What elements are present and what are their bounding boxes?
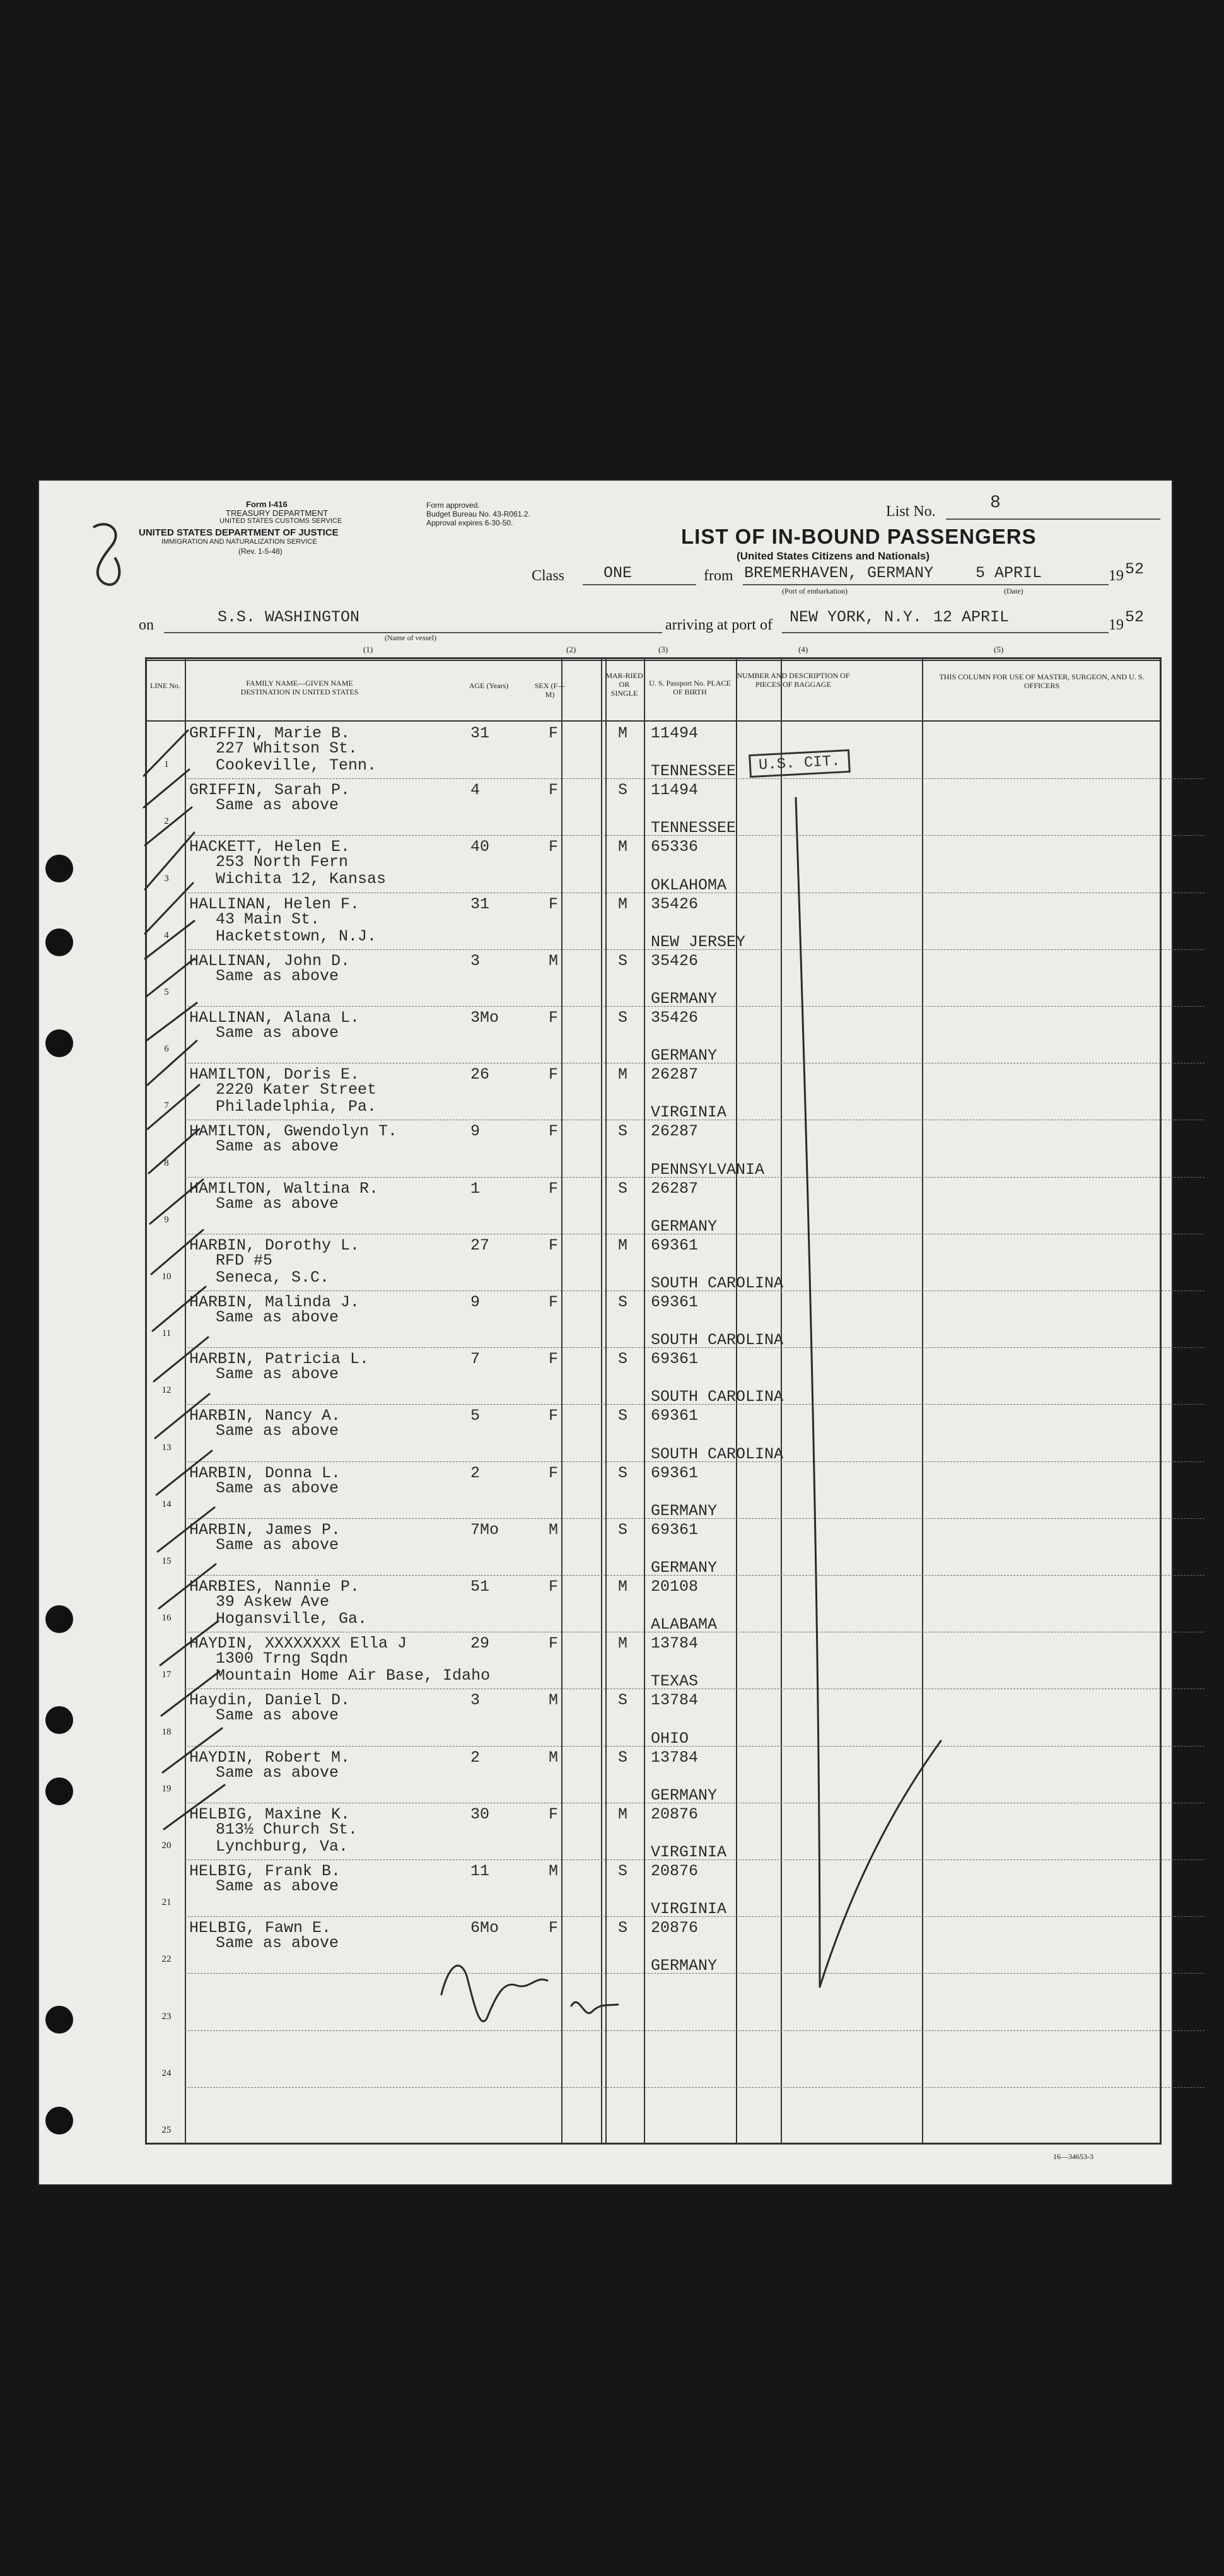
line-number: 1 xyxy=(164,759,169,770)
passenger-name: HARBIN, Nancy A. xyxy=(189,1407,341,1426)
place-of-birth: SOUTH CAROLINA xyxy=(651,1444,784,1463)
passport-number: 26287 xyxy=(651,1065,699,1084)
destination-line: Hogansville, Ga. xyxy=(216,1610,368,1628)
destination-line: 39 Askew Ave xyxy=(216,1593,330,1611)
passenger-name: GRIFFIN, Sarah P. xyxy=(189,781,351,800)
marital-status: S xyxy=(618,1122,628,1141)
passenger-age: 9 xyxy=(470,1122,481,1141)
passenger-name: HAMILTON, Gwendolyn T. xyxy=(189,1122,398,1141)
line-number: 5 xyxy=(164,987,169,997)
passenger-sex: F xyxy=(549,1236,559,1255)
passenger-sex: F xyxy=(549,1122,559,1141)
passport-number: 69361 xyxy=(651,1463,699,1482)
passenger-name: HELBIG, Maxine K. xyxy=(189,1805,351,1824)
passport-number: 69361 xyxy=(651,1407,699,1426)
passport-number: 69361 xyxy=(651,1350,699,1369)
col-header-name: FAMILY NAME—GIVEN NAME DESTINATION IN UNITED STATES xyxy=(240,679,359,696)
destination-line: 43 Main St. xyxy=(216,910,320,928)
place-of-birth: GERMANY xyxy=(651,1046,718,1065)
destination-line: 227 Whitson St. xyxy=(216,739,358,758)
col-number-5: (5) xyxy=(994,645,1004,654)
marital-status: M xyxy=(618,1634,628,1653)
marital-status: S xyxy=(618,1748,628,1767)
passenger-age: 40 xyxy=(470,838,490,857)
from-label: from xyxy=(704,568,733,584)
form-revision: (Rev. 1-5-48) xyxy=(238,547,283,556)
passport-number: 13784 xyxy=(651,1691,699,1710)
passenger-age: 1 xyxy=(470,1179,481,1198)
destination-line: Same as above xyxy=(216,1308,339,1326)
passport-number: 20876 xyxy=(651,1919,699,1938)
place-of-birth: GERMANY xyxy=(651,1217,718,1236)
line-number: 10 xyxy=(161,1272,172,1282)
destination-line: Same as above xyxy=(216,1194,339,1213)
list-no-value: 8 xyxy=(990,493,1001,513)
marital-status: S xyxy=(618,1520,628,1539)
passenger-sex: F xyxy=(549,1578,559,1596)
passenger-age: 4 xyxy=(470,781,481,800)
passenger-name: HAMILTON, Waltina R. xyxy=(189,1179,379,1198)
passenger-name: HARBIN, Dorothy L. xyxy=(189,1236,360,1255)
destination-line: Same as above xyxy=(216,1535,339,1554)
marital-status: S xyxy=(618,1862,628,1880)
marital-status: S xyxy=(618,1179,628,1198)
col-number-4: (4) xyxy=(798,645,808,654)
line-number: 4 xyxy=(164,930,169,940)
passenger-age: 3 xyxy=(470,1691,481,1710)
destination-line: 1300 Trng Sqdn xyxy=(216,1649,349,1668)
marital-status: S xyxy=(618,781,628,800)
dept-immigration: IMMIGRATION AND NATURALIZATION SERVICE xyxy=(161,538,317,546)
us-citizen-stamp: U.S. CIT. xyxy=(749,749,850,778)
line-number: 22 xyxy=(161,1954,172,1965)
passenger-sex: M xyxy=(549,1691,559,1710)
passport-number: 65336 xyxy=(651,838,699,857)
punch-hole xyxy=(45,1777,73,1805)
passport-number: 20108 xyxy=(651,1578,699,1596)
passport-number: 13784 xyxy=(651,1634,699,1653)
passenger-sex: F xyxy=(549,1407,559,1426)
passenger-age: 6Mo xyxy=(470,1919,499,1938)
passenger-sex: F xyxy=(549,1805,559,1824)
vessel-name: S.S. WASHINGTON xyxy=(218,608,360,626)
year-prefix-1: 19 xyxy=(1109,568,1124,584)
line-number: 12 xyxy=(161,1385,172,1396)
dept-customs: UNITED STATES CUSTOMS SERVICE xyxy=(219,517,342,525)
approval-line-1: Form approved. xyxy=(426,501,480,510)
passport-number: 26287 xyxy=(651,1122,699,1141)
passenger-name: HARBIN, Donna L. xyxy=(189,1463,341,1482)
destination-line: Seneca, S.C. xyxy=(216,1268,330,1287)
passenger-age: 3Mo xyxy=(470,1009,499,1027)
marital-status: S xyxy=(618,1407,628,1426)
passenger-age: 3 xyxy=(470,951,481,970)
place-of-birth: TEXAS xyxy=(651,1672,699,1691)
marital-status: S xyxy=(618,951,628,970)
passport-number: 69361 xyxy=(651,1520,699,1539)
page-subtitle: (United States Citizens and Nationals) xyxy=(737,550,930,562)
place-of-birth: TENNESSEE xyxy=(651,819,737,838)
footer-code: 16—34653-3 xyxy=(1053,2152,1093,2161)
line-number: 13 xyxy=(161,1442,172,1453)
punch-hole xyxy=(45,2006,73,2034)
embarkation-date: 5 APRIL xyxy=(976,564,1042,582)
punch-hole xyxy=(45,1706,73,1734)
manifest-page xyxy=(38,479,1173,2186)
passport-number: 11494 xyxy=(651,724,699,742)
dept-treasury: TREASURY DEPARTMENT xyxy=(226,508,329,518)
destination-line: Same as above xyxy=(216,1137,339,1156)
punch-hole xyxy=(45,928,73,956)
destination-line: Same as above xyxy=(216,1024,339,1042)
place-of-birth: SOUTH CAROLINA xyxy=(651,1388,784,1407)
passport-number: 26287 xyxy=(651,1179,699,1198)
punch-hole xyxy=(45,2107,73,2134)
year-value-1: 52 xyxy=(1125,560,1145,578)
place-of-birth: GERMANY xyxy=(651,1559,718,1577)
destination-line: Wichita 12, Kansas xyxy=(216,870,387,889)
passenger-name: HAYDIN, Robert M. xyxy=(189,1748,351,1767)
place-of-birth: PENNSYLVANIA xyxy=(651,1160,765,1179)
passenger-sex: F xyxy=(549,724,559,742)
place-of-birth: TENNESSEE xyxy=(651,762,737,781)
form-number: Form I-416 xyxy=(246,500,288,509)
punch-hole xyxy=(45,1029,73,1057)
line-number: 25 xyxy=(161,2125,172,2135)
destination-line: Same as above xyxy=(216,1422,339,1441)
marital-status: M xyxy=(618,838,628,857)
place-of-birth: GERMANY xyxy=(651,1501,718,1520)
line-number: 23 xyxy=(161,2011,172,2022)
passenger-name: GRIFFIN, Marie B. xyxy=(189,724,351,742)
approval-line-3: Approval expires 6-30-50. xyxy=(426,518,513,527)
line-number: 9 xyxy=(164,1214,169,1225)
passenger-age: 29 xyxy=(470,1634,490,1653)
passport-number: 69361 xyxy=(651,1236,699,1255)
passport-number: 13784 xyxy=(651,1748,699,1767)
line-number: 17 xyxy=(161,1670,172,1680)
passenger-sex: F xyxy=(549,781,559,800)
page-title: LIST OF IN-BOUND PASSENGERS xyxy=(681,525,1037,548)
passenger-name: HALLINAN, John D. xyxy=(189,951,351,970)
passenger-name: HAMILTON, Doris E. xyxy=(189,1065,360,1084)
place-of-birth: VIRGINIA xyxy=(651,1103,727,1122)
destination-line: Lynchburg, Va. xyxy=(216,1837,349,1856)
passenger-age: 26 xyxy=(470,1065,490,1084)
marital-status: M xyxy=(618,1578,628,1596)
col-header-age: AGE (Years) xyxy=(469,681,509,690)
col-header-officer-use: THIS COLUMN FOR USE OF MASTER, SURGEON, AND U. S. OFFICERS xyxy=(939,672,1145,690)
destination-line: Philadelphia, Pa. xyxy=(216,1098,377,1116)
passport-number: 69361 xyxy=(651,1293,699,1311)
marital-status: M xyxy=(618,1805,628,1824)
year-prefix-2: 19 xyxy=(1109,617,1124,633)
passport-number: 20876 xyxy=(651,1805,699,1824)
line-number: 16 xyxy=(161,1613,172,1624)
passenger-age: 27 xyxy=(470,1236,490,1255)
line-number: 24 xyxy=(161,2068,172,2078)
place-of-birth: OHIO xyxy=(651,1729,689,1748)
destination-line: Same as above xyxy=(216,1877,339,1895)
line-number: 20 xyxy=(161,1841,172,1851)
passenger-age: 7Mo xyxy=(470,1520,499,1539)
marital-status: S xyxy=(618,1293,628,1311)
passenger-sex: M xyxy=(549,951,559,970)
passenger-name: Haydin, Daniel D. xyxy=(189,1691,351,1710)
passport-number: 35426 xyxy=(651,894,699,913)
passport-number: 20876 xyxy=(651,1862,699,1880)
passport-number: 11494 xyxy=(651,781,699,800)
passenger-name: HALLINAN, Helen F. xyxy=(189,894,360,913)
place-of-birth: VIRGINIA xyxy=(651,1843,727,1861)
passenger-name: HELBIG, Fawn E. xyxy=(189,1919,332,1938)
col-number-1: (1) xyxy=(363,645,373,654)
destination-line: 2220 Kater Street xyxy=(216,1080,377,1099)
handwriting-overlay xyxy=(38,479,1173,2186)
col-header-married: MAR-RIED OR SINGLE xyxy=(605,671,643,698)
line-number: 3 xyxy=(164,873,169,884)
passport-number: 35426 xyxy=(651,1009,699,1027)
approval-line-2: Budget Bureau No. 43-R061.2. xyxy=(426,510,530,518)
passenger-age: 2 xyxy=(470,1463,481,1482)
line-number: 8 xyxy=(164,1157,169,1168)
destination-line: Same as above xyxy=(216,1934,339,1953)
marital-status: S xyxy=(618,1350,628,1369)
passenger-name: HELBIG, Frank B. xyxy=(189,1862,341,1880)
place-of-birth: OKLAHOMA xyxy=(651,875,727,894)
place-of-birth: NEW JERSEY xyxy=(651,932,746,951)
passenger-name: HARBIES, Nannie P. xyxy=(189,1578,360,1596)
marital-status: M xyxy=(618,1236,628,1255)
passenger-name: HARBIN, Patricia L. xyxy=(189,1350,370,1369)
on-label: on xyxy=(139,617,154,633)
passenger-age: 9 xyxy=(470,1293,481,1311)
port-of-embarkation: BREMERHAVEN, GERMANY xyxy=(744,564,934,582)
place-of-birth: GERMANY xyxy=(651,990,718,1008)
passenger-name: HAYDIN, XXXXXXXX Ella J xyxy=(189,1634,407,1653)
marital-status: S xyxy=(618,1009,628,1027)
col-header-baggage: NUMBER AND DESCRIPTION OF PIECES OF BAGGAGE xyxy=(737,671,850,689)
line-number: 19 xyxy=(161,1783,172,1794)
place-of-birth: VIRGINIA xyxy=(651,1900,727,1919)
passenger-age: 11 xyxy=(470,1862,490,1880)
passenger-sex: F xyxy=(549,838,559,857)
passenger-sex: F xyxy=(549,1350,559,1369)
passenger-age: 7 xyxy=(470,1350,481,1369)
passenger-sex: M xyxy=(549,1520,559,1539)
class-value: ONE xyxy=(603,564,632,582)
passenger-sex: F xyxy=(549,1919,559,1938)
place-of-birth: SOUTH CAROLINA xyxy=(651,1274,784,1292)
place-of-birth: ALABAMA xyxy=(651,1615,718,1634)
place-of-birth: GERMANY xyxy=(651,1957,718,1976)
line-number: 14 xyxy=(161,1499,172,1509)
passenger-name: HALLINAN, Alana L. xyxy=(189,1009,360,1027)
marital-status: S xyxy=(618,1691,628,1710)
destination-line: Same as above xyxy=(216,1763,339,1782)
passenger-name: HARBIN, Malinda J. xyxy=(189,1293,360,1311)
line-number: 18 xyxy=(161,1726,172,1737)
passenger-age: 30 xyxy=(470,1805,490,1824)
passenger-sex: F xyxy=(549,1009,559,1027)
destination-line: RFD #5 xyxy=(216,1251,273,1270)
date-caption: (Date) xyxy=(1004,587,1023,595)
place-of-birth: SOUTH CAROLINA xyxy=(651,1331,784,1350)
punch-hole xyxy=(45,1605,73,1633)
line-number: 6 xyxy=(164,1044,169,1055)
line-number: 7 xyxy=(164,1101,169,1111)
marital-status: M xyxy=(618,724,628,742)
col-number-3: (3) xyxy=(658,645,668,654)
destination-line: Same as above xyxy=(216,1365,339,1384)
passenger-age: 31 xyxy=(470,724,490,742)
class-label: Class xyxy=(532,568,565,584)
passenger-sex: M xyxy=(549,1748,559,1767)
vessel-caption: (Name of vessel) xyxy=(385,633,436,642)
passenger-sex: F xyxy=(549,1463,559,1482)
destination-line: 813½ Church St. xyxy=(216,1820,358,1839)
list-no-label: List No. xyxy=(886,503,936,520)
destination-line: Same as above xyxy=(216,796,339,815)
line-number: 21 xyxy=(161,1897,172,1908)
year-value-2: 52 xyxy=(1125,608,1145,626)
destination-line: 253 North Fern xyxy=(216,853,349,872)
destination-line: Hacketstown, N.J. xyxy=(216,927,377,946)
passport-number: 35426 xyxy=(651,951,699,970)
passenger-age: 2 xyxy=(470,1748,481,1767)
line-number: 15 xyxy=(161,1556,172,1566)
destination-line: Cookeville, Tenn. xyxy=(216,756,377,775)
passenger-age: 5 xyxy=(470,1407,481,1426)
col-number-2: (2) xyxy=(566,645,576,654)
dept-justice: UNITED STATES DEPARTMENT OF JUSTICE xyxy=(139,527,339,538)
col-header-line-no: LINE No. xyxy=(150,681,180,690)
destination-line: Same as above xyxy=(216,1478,339,1497)
passenger-sex: F xyxy=(549,1065,559,1084)
port-embarkation-caption: (Port of embarkation) xyxy=(782,587,848,595)
col-header-passport: U. S. Passport No. PLACE OF BIRTH xyxy=(649,679,731,696)
place-of-birth: GERMANY xyxy=(651,1786,718,1805)
marital-status: M xyxy=(618,1065,628,1084)
line-number: 2 xyxy=(164,816,169,827)
passenger-sex: F xyxy=(549,1634,559,1653)
punch-hole xyxy=(45,855,73,882)
passenger-name: HARBIN, James P. xyxy=(189,1520,341,1539)
arrival-port: NEW YORK, N.Y. xyxy=(790,608,923,626)
arriving-label: arriving at port of xyxy=(665,617,772,633)
passenger-sex: M xyxy=(549,1862,559,1880)
line-number: 11 xyxy=(161,1328,172,1339)
marital-status: M xyxy=(618,894,628,913)
marital-status: S xyxy=(618,1919,628,1938)
passenger-sex: F xyxy=(549,1293,559,1311)
passenger-age: 31 xyxy=(470,894,490,913)
passenger-sex: F xyxy=(549,894,559,913)
passenger-sex: F xyxy=(549,1179,559,1198)
passenger-age: 51 xyxy=(470,1578,490,1596)
destination-line: Same as above xyxy=(216,966,339,985)
marital-status: S xyxy=(618,1463,628,1482)
passenger-name: HACKETT, Helen E. xyxy=(189,838,351,857)
destination-line: Mountain Home Air Base, Idaho xyxy=(216,1666,491,1685)
col-header-sex: SEX (F—M) xyxy=(534,681,566,699)
destination-line: Same as above xyxy=(216,1706,339,1725)
arrival-date: 12 APRIL xyxy=(933,608,1010,626)
